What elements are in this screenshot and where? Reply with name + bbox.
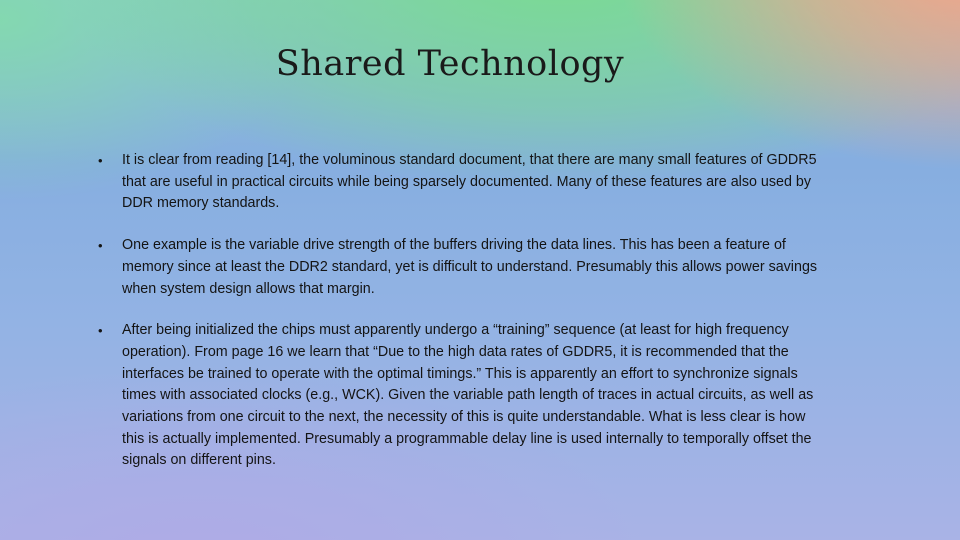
slide-title: Shared Technology: [275, 44, 625, 84]
bullet-text: One example is the variable drive strength of the buffers driving the data lines. This has been a feature of memory since at least the DDR2 standard, yet is difficult to understand. Presumably this allows power savings when system design allows that margin.: [122, 237, 818, 297]
bullet-text: After being initialized the chips must apparently undergo a “training” sequence (at least for high frequency operation). From page 16 we learn that “Due to the high data rates of GDDR5, it is recommended that the interfaces be trained to operate with the optimal timings.” This is apparently an effort to synchronize signals times with associated clocks (e.g., WCK). Given the variable path length of traces in actual circuits, as well as variations from one circuit to the next, the necessity of this is quite understandable. What is less clear is how this is actually implemented. Presumably a programmable delay line is used internally to temporally offset the signals on different pins.: [122, 322, 814, 469]
bullet-item: [96, 320, 826, 472]
bullet-item: [96, 235, 826, 300]
bullet-item: [96, 150, 826, 215]
bullet-marker: •: [98, 323, 103, 339]
bullet-list: [96, 150, 826, 492]
bullet-marker: •: [98, 153, 103, 168]
bullet-marker: •: [98, 238, 103, 254]
bullet-text: It is clear from reading [14], the voluminous standard document, that there are many small features of GDDR5 that are useful in practical circuits while being sparsely documented. Many of these features are also used by DDR memory standards.: [122, 152, 817, 212]
